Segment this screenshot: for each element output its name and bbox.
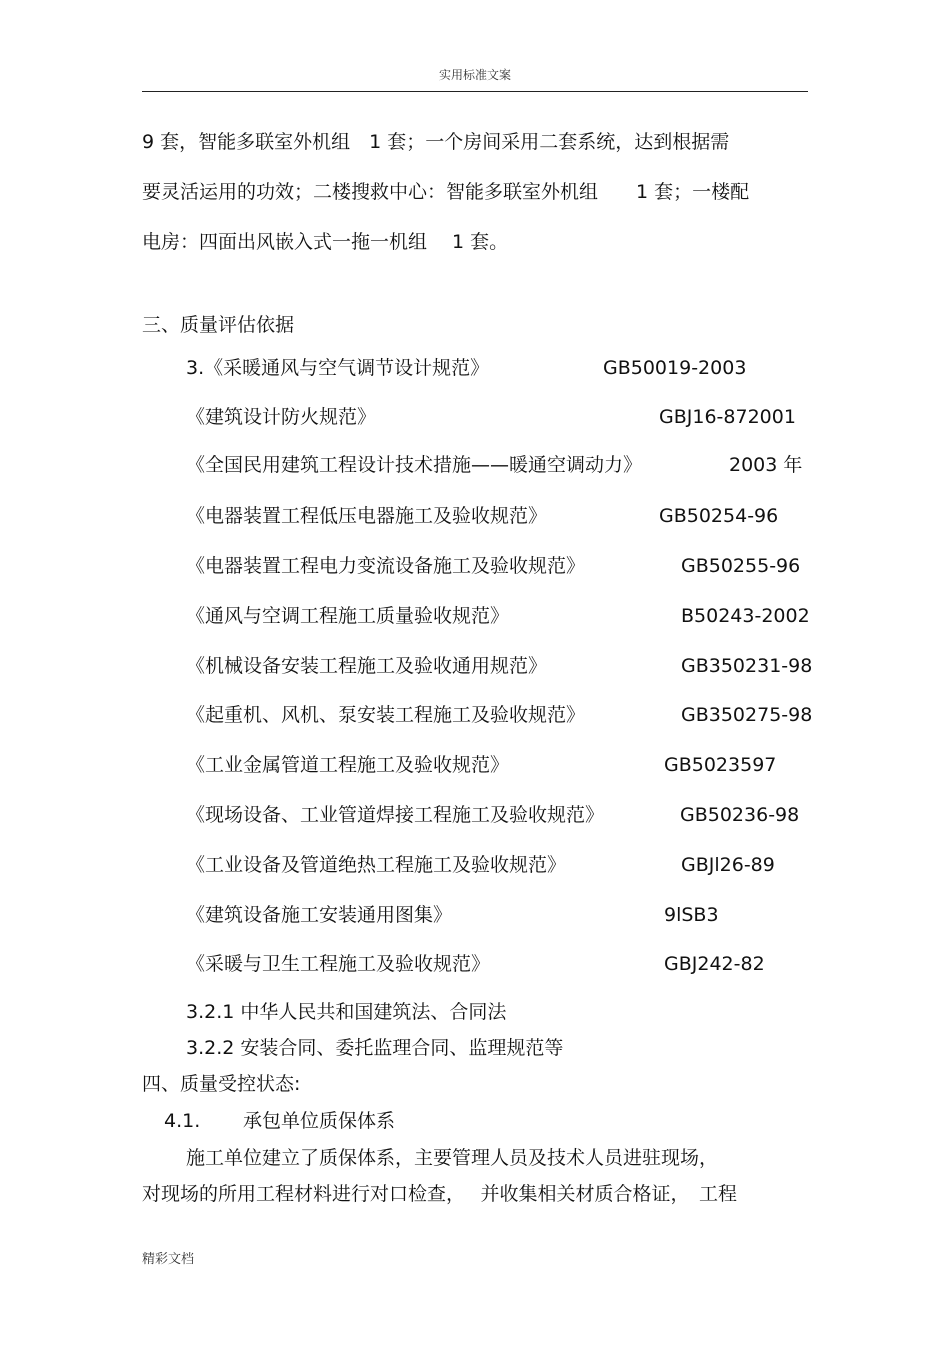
header-divider bbox=[142, 91, 808, 92]
reference-code: GBJ16-872001 bbox=[659, 406, 796, 428]
paragraph-line-1: 施工单位建立了质保体系，主要管理人员及技术人员进驻现场， bbox=[186, 1147, 719, 1169]
item-3-2-2: 3.2.2 安装合同、委托监理合同、监理规范等 bbox=[186, 1037, 564, 1059]
subsection-number: 4.1. bbox=[164, 1110, 201, 1132]
reference-code: GB50236-98 bbox=[680, 804, 800, 826]
reference-code: GBJ242-82 bbox=[664, 953, 765, 975]
item-3-2-1: 3.2.1 中华人民共和国建筑法、合同法 bbox=[186, 1001, 507, 1023]
reference-title: 《采暖与卫生工程施工及验收规范》 bbox=[186, 953, 491, 975]
section-3-heading: 三、质量评估依据 bbox=[142, 314, 295, 336]
intro-line-3: 电房：四面出风嵌入式一拖一机组 1 套。 bbox=[142, 231, 509, 253]
reference-code: GB50255-96 bbox=[681, 555, 801, 577]
reference-code: GB350275-98 bbox=[681, 704, 813, 726]
reference-title: 《现场设备、工业管道焊接工程施工及验收规范》 bbox=[186, 804, 605, 826]
reference-code: GB350231-98 bbox=[681, 655, 813, 677]
reference-title: 《工业金属管道工程施工及验收规范》 bbox=[186, 754, 510, 776]
section-4-heading: 四、质量受控状态: bbox=[142, 1073, 301, 1095]
reference-title: 《通风与空调工程施工质量验收规范》 bbox=[186, 605, 510, 627]
intro-line-1: 9 套，智能多联室外机组 1 套；一个房间采用二套系统，达到根据需 bbox=[142, 131, 730, 153]
reference-code: 2003 年 bbox=[729, 454, 803, 476]
reference-code: GB50254-96 bbox=[659, 505, 779, 527]
reference-code: B50243-2002 bbox=[681, 605, 810, 627]
reference-title: 3.《采暖通风与空气调节设计规范》 bbox=[186, 357, 490, 379]
reference-title: 《建筑设计防火规范》 bbox=[186, 406, 377, 428]
reference-title: 《工业设备及管道绝热工程施工及验收规范》 bbox=[186, 854, 567, 876]
reference-code: GB50019-2003 bbox=[603, 357, 747, 379]
page-footer: 精彩文档 bbox=[142, 1252, 195, 1267]
reference-title: 《建筑设备施工安装通用图集》 bbox=[186, 904, 453, 926]
subsection-title: 承包单位质保体系 bbox=[243, 1110, 396, 1132]
reference-title: 《起重机、风机、泵安装工程施工及验收规范》 bbox=[186, 704, 586, 726]
reference-title: 《电器装置工程低压电器施工及验收规范》 bbox=[186, 505, 548, 527]
reference-code: GBJl26-89 bbox=[681, 854, 775, 876]
reference-code: 9lSB3 bbox=[664, 904, 719, 926]
reference-title: 《电器装置工程电力变流设备施工及验收规范》 bbox=[186, 555, 586, 577]
reference-code: GB5023597 bbox=[664, 754, 777, 776]
reference-title: 《机械设备安装工程施工及验收通用规范》 bbox=[186, 655, 548, 677]
paragraph-line-2: 对现场的所用工程材料进行对口检查， 并收集相关材质合格证， 工程 bbox=[142, 1183, 738, 1205]
reference-title: 《全国民用建筑工程设计技术措施——暖通空调动力》 bbox=[186, 454, 643, 476]
intro-line-2: 要灵活运用的功效；二楼搜救中心：智能多联室外机组 1 套；一楼配 bbox=[142, 181, 750, 203]
page-header: 实用标准文案 bbox=[438, 68, 511, 82]
